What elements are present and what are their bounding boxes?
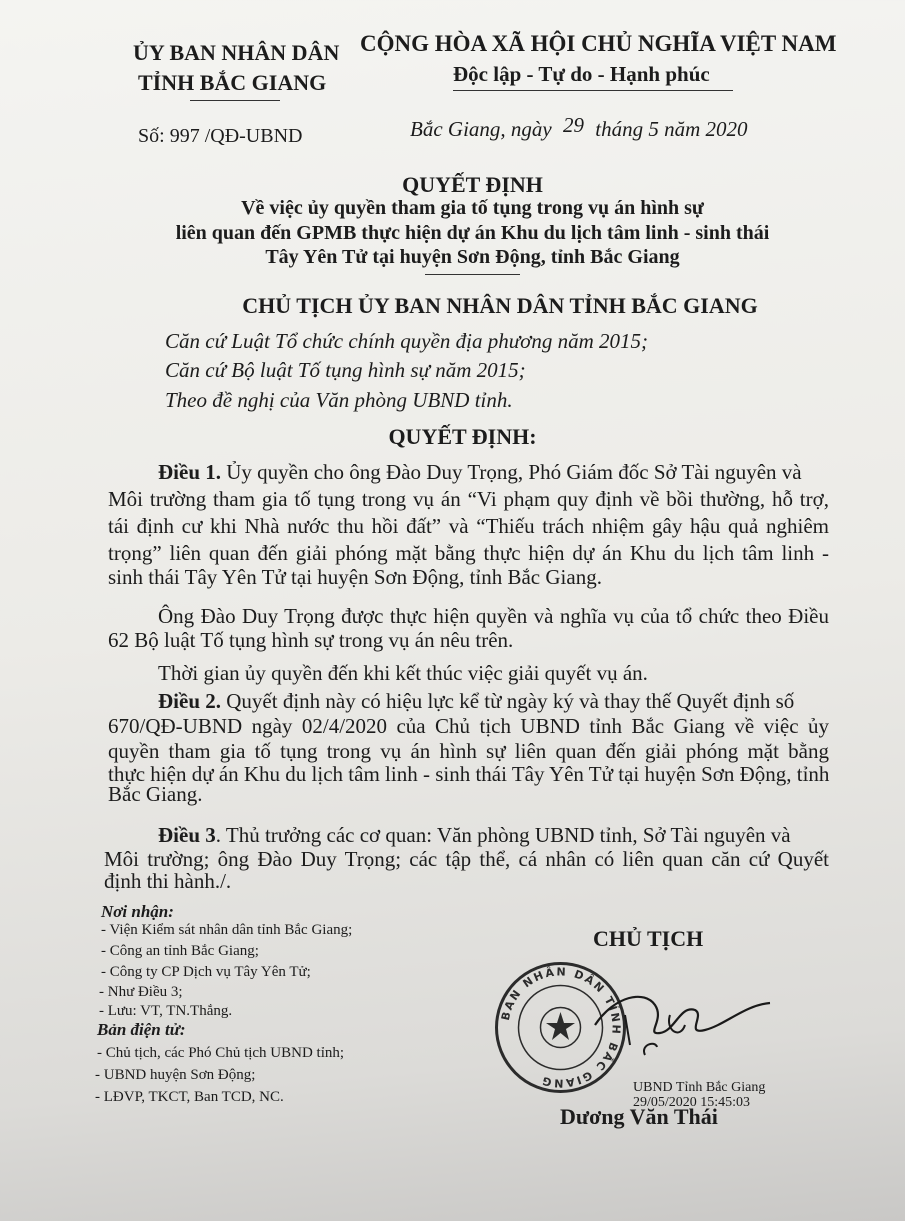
- subject-line-3: Tây Yên Tử tại huyện Sơn Động, tỉnh Bắc Giang: [265, 246, 680, 268]
- article-1-text-1: Ủy quyền cho ông Đào Duy Trọng, Phó Giám đốc Sở Tài nguyên và: [226, 460, 802, 484]
- org-name-line2: TỈNH BẮC GIANG: [138, 70, 327, 95]
- date-month-year: tháng 5 năm 2020: [595, 117, 748, 141]
- article-1-para2-line-1: Ông Đào Duy Trọng được thực hiện quyền và nghĩa vụ của tổ chức theo Điều: [158, 604, 829, 628]
- recipient-item: - Công ty CP Dịch vụ Tây Yên Tử;: [101, 964, 311, 980]
- org-name-line1: ỦY BAN NHÂN DÂN: [133, 40, 340, 65]
- date-place: Bắc Giang, ngày: [410, 117, 552, 141]
- recipient-item: - Lưu: VT, TN.Thắng.: [99, 1003, 233, 1019]
- motto-underline: [453, 90, 733, 91]
- subject-line-1: Về việc ủy quyền tham gia tố tụng trong vụ án hình sự: [241, 197, 704, 219]
- article-2-line-4: thực hiện dự án Khu du lịch tâm linh - sinh thái Tây Yên Tử tại huyện Sơn Động, tỉnh: [108, 762, 830, 786]
- basis-3: Theo đề nghị của Văn phòng UBND tỉnh.: [165, 388, 513, 412]
- article-2-line-2: 670/QĐ-UBND ngày 02/4/2020 của Chủ tịch UBND tỉnh Bắc Giang về việc ủy: [108, 714, 829, 738]
- recipients-title: Nơi nhận:: [101, 902, 174, 921]
- signature-title: CHỦ TỊCH: [593, 926, 704, 951]
- decision-heading: QUYẾT ĐỊNH:: [388, 424, 537, 449]
- article-2-line-1: [158, 689, 794, 714]
- article-1-line-1: [158, 460, 829, 485]
- seal-text: BAN NHÂN DÂN TỈNH BẮC GIANG: [498, 965, 623, 1090]
- article-2-line-3: quyền tham gia tố tụng trong vụ án hình sự liên quan đến giải phóng mặt bằng: [108, 739, 829, 763]
- article-3-line-3: định thi hành./.: [104, 869, 232, 893]
- e-recipient-item: - UBND huyện Sơn Động;: [95, 1067, 256, 1083]
- recipient-item: - Như Điều 3;: [99, 984, 183, 1000]
- national-title: CỘNG HÒA XÃ HỘI CHỦ NGHĨA VIỆT NAM: [360, 31, 837, 56]
- article-3-line-2: Môi trường; ông Đào Duy Trọng; các tập thể, cá nhân có liên quan căn cứ Quyết: [104, 847, 829, 871]
- subject-underline: [425, 274, 520, 275]
- article-2-label: Điều 2.: [158, 689, 221, 713]
- number-suffix: /QĐ-UBND: [204, 125, 303, 147]
- article-2-text-1: Quyết định này có hiệu lực kể từ ngày ký và thay thế Quyết định số: [226, 689, 795, 713]
- digital-sign-time: 29/05/2020 15:45:03: [633, 1095, 751, 1110]
- date-day: 29: [562, 113, 584, 137]
- recipient-item: - Công an tỉnh Bắc Giang;: [101, 943, 259, 959]
- article-3-line-1: [158, 823, 791, 848]
- article-1-line-5: sinh thái Tây Yên Tử tại huyện Sơn Động, tỉnh Bắc Giang.: [108, 565, 602, 589]
- national-motto: Độc lập - Tự do - Hạnh phúc: [453, 62, 710, 86]
- document-number: [138, 125, 302, 148]
- article-1-line-3: tái định cư khi Nhà nước thu hồi đất” và “Thiếu trách nhiệm gây hậu quả nghiêm: [108, 514, 829, 538]
- basis-1: Căn cứ Luật Tổ chức chính quyền địa phương năm 2015;: [165, 329, 649, 353]
- signer-name: Dương Văn Thái: [560, 1104, 718, 1129]
- handwritten-signature: [585, 985, 775, 1075]
- authority-heading: CHỦ TỊCH ỦY BAN NHÂN DÂN TỈNH BẮC GIANG: [242, 293, 758, 318]
- article-3-text-1: . Thủ trưởng các cơ quan: Văn phòng UBND tỉnh, Sở Tài nguyên và: [215, 823, 791, 847]
- org-underline: [190, 100, 280, 101]
- digital-sign-org: UBND Tỉnh Bắc Giang: [633, 1080, 766, 1095]
- document-title: QUYẾT ĐỊNH: [402, 172, 543, 197]
- article-1-line-2: Môi trường tham gia tố tụng trong vụ án “Vi phạm quy định về bồi thường, hỗ trợ,: [108, 487, 829, 511]
- article-1-para2-line-2: 62 Bộ luật Tố tụng hình sự trong vụ án nêu trên.: [108, 628, 514, 652]
- subject-line-2: liên quan đến GPMB thực hiện dự án Khu du lịch tâm linh - sinh thái: [175, 222, 770, 244]
- e-recipient-item: - LĐVP, TKCT, Ban TCD, NC.: [95, 1089, 284, 1105]
- number-label: Số:: [138, 125, 165, 147]
- article-2-line-5: Bắc Giang.: [108, 782, 203, 806]
- article-1-label: Điều 1.: [158, 460, 221, 484]
- recipient-item: - Viện Kiểm sát nhân dân tỉnh Bắc Giang;: [101, 922, 353, 938]
- number-value: 997: [169, 125, 200, 147]
- document-date: [410, 113, 748, 142]
- basis-2: Căn cứ Bộ luật Tố tụng hình sự năm 2015;: [165, 358, 526, 382]
- article-3-label: Điều 3: [158, 823, 216, 847]
- article-1-line-4: trọng” liên quan đến giải phóng mặt bằng thực hiện dự án Khu du lịch tâm linh -: [108, 541, 829, 565]
- e-recipient-item: - Chủ tịch, các Phó Chủ tịch UBND tỉnh;: [97, 1045, 345, 1061]
- article-1-para3: Thời gian ủy quyền đến khi kết thúc việc giải quyết vụ án.: [158, 661, 648, 685]
- e-recipients-title: Bản điện tử:: [97, 1020, 186, 1039]
